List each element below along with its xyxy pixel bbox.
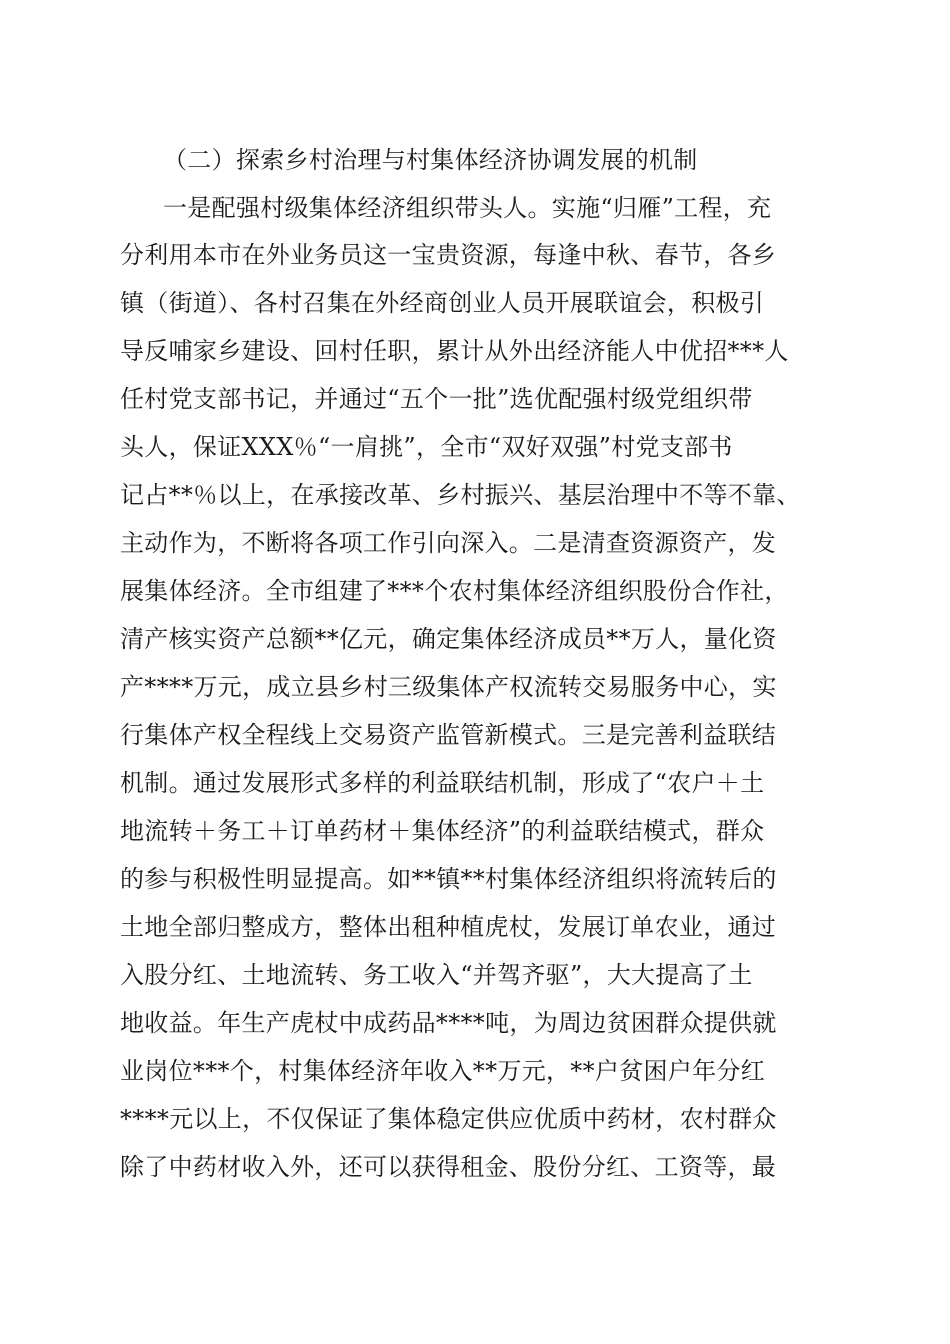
- paragraph-line: 导反哺家乡建设、回村任职，累计从外出经济能人中优招***人: [120, 337, 789, 365]
- paragraph-line: 的参与积极性明显提高。如**镇**村集体经济组织将流转后的: [120, 865, 777, 893]
- paragraph-line: 行集体产权全程线上交易资产监管新模式。三是完善利益联结: [120, 721, 777, 749]
- section-heading: （二）探索乡村治理与村集体经济协调发展的机制: [163, 146, 698, 174]
- paragraph-line: 地流转＋务工＋订单药材＋集体经济”的利益联结模式，群众: [120, 817, 765, 845]
- paragraph-line: 机制。通过发展形式多样的利益联结机制，形成了“农户＋土: [120, 769, 765, 797]
- paragraph-line: 展集体经济。全市组建了***个农村集体经济组织股份合作社，: [120, 577, 789, 605]
- paragraph-line: 地收益。年生产虎杖中成药品****吨，为周边贫困群众提供就: [120, 1009, 777, 1037]
- paragraph-line: 一是配强村级集体经济组织带头人。实施“归雁”工程，充: [163, 194, 772, 222]
- paragraph-line: 镇（街道）、各村召集在外经商创业人员开展联谊会，积极引: [120, 289, 765, 317]
- paragraph-line: 除了中药材收入外，还可以获得租金、股份分红、工资等，最: [120, 1153, 777, 1181]
- paragraph-line: ****元以上，不仅保证了集体稳定供应优质中药材，农村群众: [120, 1105, 777, 1133]
- paragraph-line: 分利用本市在外业务员这一宝贵资源，每逢中秋、春节，各乡: [120, 241, 777, 269]
- paragraph-line: 业岗位***个，村集体经济年收入**万元，**户贫困户年分红: [120, 1057, 765, 1085]
- paragraph-line: 产****万元，成立县乡村三级集体产权流转交易服务中心，实: [120, 673, 777, 701]
- paragraph-line: 任村党支部书记，并通过“五个一批”选优配强村级党组织带: [120, 385, 753, 413]
- paragraph-line: 入股分红、土地流转、务工收入“并驾齐驱”，大大提高了土: [120, 961, 753, 989]
- paragraph-line: 主动作为，不断将各项工作引向深入。二是清查资源资产，发: [120, 529, 777, 557]
- paragraph-line: 土地全部归整成方，整体出租种植虎杖，发展订单农业，通过: [120, 913, 777, 941]
- paragraph-line: 记占**％以上，在承接改革、乡村振兴、基层治理中不等不靠、: [120, 481, 801, 509]
- paragraph-line: 头人，保证XXX％“一肩挑”，全市“双好双强”村党支部书: [120, 433, 733, 461]
- paragraph-line: 清产核实资产总额**亿元，确定集体经济成员**万人，量化资: [120, 625, 777, 653]
